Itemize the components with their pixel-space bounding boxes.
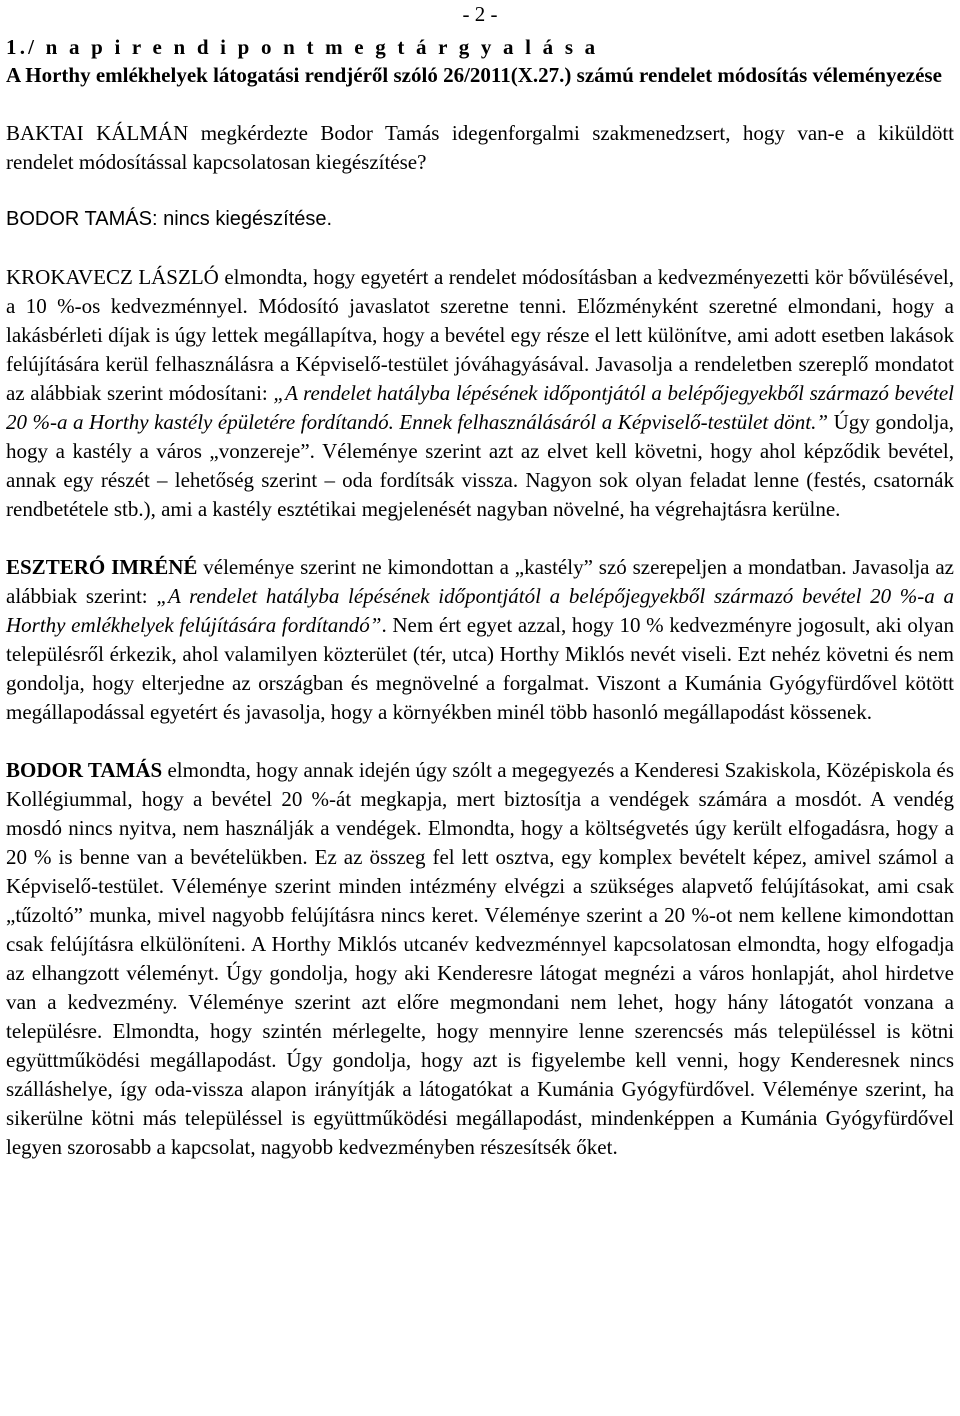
paragraph-text: elmondta, hogy egyetért a rendelet módosításban a kedvezményezetti kör bővülésével, a 10 %-os kedvezménnyel. Módosító javaslatot szeretne tenni. Előzményként szeretné elmondani, hogy a lakásbérleti díjak is úgy lettek megállapítva, hogy a bevétel egy része el lett különítve, ami adott esetben lakások felújítására kerül felhasználásra a Képviselő-testület jóváhagyásával. Javasolja a rendeletben szereplő mondatot az alábbiak szerint módosítani: — [6, 265, 954, 405]
speaker-name: ESZTERÓ IMRÉNÉ — [6, 555, 198, 579]
paragraph-eszterto — [6, 553, 954, 727]
speaker-name: BAKTAI KÁLMÁN — [6, 121, 189, 145]
paragraph-text: Úgy gondolja, hogy a kastély a város „vonzereje”. Véleménye szerint azt az elvet kell követni, hogy ahol képződik bevétel, annak egy részét – lehetőség szerint – oda fordítsák vissza. Nagyon sok olyan feladat lenne (festés, csatornák rendbetétele stb.), ami a kastély esztétikai megjelenését nagyban növelné, ha végrehajtásra kerülne. — [6, 410, 955, 521]
speaker-name: BODOR TAMÁS — [6, 758, 163, 782]
paragraph-text: megkérdezte Bodor Tamás idegenforgalmi szakmenedzsert, hogy van-e a kiküldött rendelet módosítással kapcsolatosan kiegészítése? — [6, 121, 954, 174]
page-number: - 2 - — [462, 2, 498, 26]
paragraph-krokavecz — [6, 263, 954, 524]
paragraph-baktai — [6, 119, 954, 177]
paragraph-text: . Nem ért egyet azzal, hogy 10 % kedvezményre jogosult, aki olyan településről érkezik, ahol valamilyen közterület (tér, utca) Horthy Miklós nevét viseli. Ezt nehéz követni és nem gondolja, hogy elterjedne az országban és megnövelné a forgalmat. Viszont a Kumánia Gyógyfürdővel kötött megállapodással egyetért és javasolja, hogy a környékben minél több hasonló megállapodást kössenek. — [6, 613, 954, 724]
document-page — [6, 0, 954, 1162]
quoted-proposal: „A rendelet hatályba lépésének időpontjától a belépőjegyekből származó bevétel 20 %-a a Horthy emlékhelyek felújítására fordítandó” — [6, 584, 954, 637]
paragraph-bodor-long — [6, 756, 954, 1162]
paragraph-text: elmondta, hogy annak idején úgy szólt a megegyezés a Kenderesi Szakiskola, Középiskola és Kollégiummal, hogy a bevétel 20 %-át megkapja, mert biztosítja a vendégek számára a mosdót. A vendég mosdó nincs nyitva, nem használják a vendégek. Elmondta, hogy a költségvetés úgy került elfogadásra, hogy a 20 % is benne van a bevételükben. Ez az összeg fel lett osztva, egy komplex bevételt képez, amivel számol a Képviselő-testület. Véleménye szerint minden intézmény elvégzi a szükséges alapvető felújításokat, ami csak „tűzoltó” munka, mivel nagyobb felújításra nincs keret. Véleménye szerint a 20 %-ot nem kellene kimondottan csak felújításra elkülöníteni. A Horthy Miklós utcanév kedvezménnyel kapcsolatosan elmondta, hogy elfogadja az elhangzott véleményt. Úgy gondolja, hogy aki Kenderesre látogat megnézi a város honlapját, ahol hirdetve van a kedvezmény. Véleménye szerint azt előre megmondani nem lehet, hogy hány látogatót vonzana a településre. Elmondta, hogy szintén mérlegelte, hogy mennyire lenne szerencsés más településsel is kötni együttműködési megállapodást. Úgy gondolja, hogy azt is figyelembe kell venni, hogy Kenderesnek nincs szálláshelye, így oda-vissza alapon irányítják a látogatókat a Kumánia Gyógyfürdővel. Véleménye szerint, ha sikerülne kötni más településsel is együttműködési megállapodást, mindenképpen a Kumánia Gyógyfürdővel legyen szorosabb a kapcsolat, nagyobb kedvezményben részesítsék őket. — [6, 758, 954, 1159]
speaker-name: KROKAVECZ LÁSZLÓ — [6, 265, 219, 289]
agenda-item-title: A Horthy emlékhelyek látogatási rendjéről szóló 26/2011(X.27.) számú rendelet módosítás véleményezése — [6, 63, 942, 87]
agenda-item-label: 1./ n a p i r e n d i p o n t m e g t á r g y a l á s a — [6, 35, 599, 59]
quoted-proposal: „A rendelet hatályba lépésének időpontjától a belépőjegyekből származó bevétel 20 %-a a Horthy kastély épületére fordítandó. Ennek felhasználásáról a Képviselő-testület dönt.” — [6, 381, 954, 434]
paragraph-bodor-short — [6, 205, 954, 234]
paragraph-text: véleménye szerint ne kimondottan a „kastély” szó szerepeljen a mondatban. Javasolja az alábbiak szerint: — [6, 555, 954, 608]
speaker-name: BODOR TAMÁS: — [6, 208, 158, 230]
paragraph-text: nincs kiegészítése. — [157, 208, 333, 230]
